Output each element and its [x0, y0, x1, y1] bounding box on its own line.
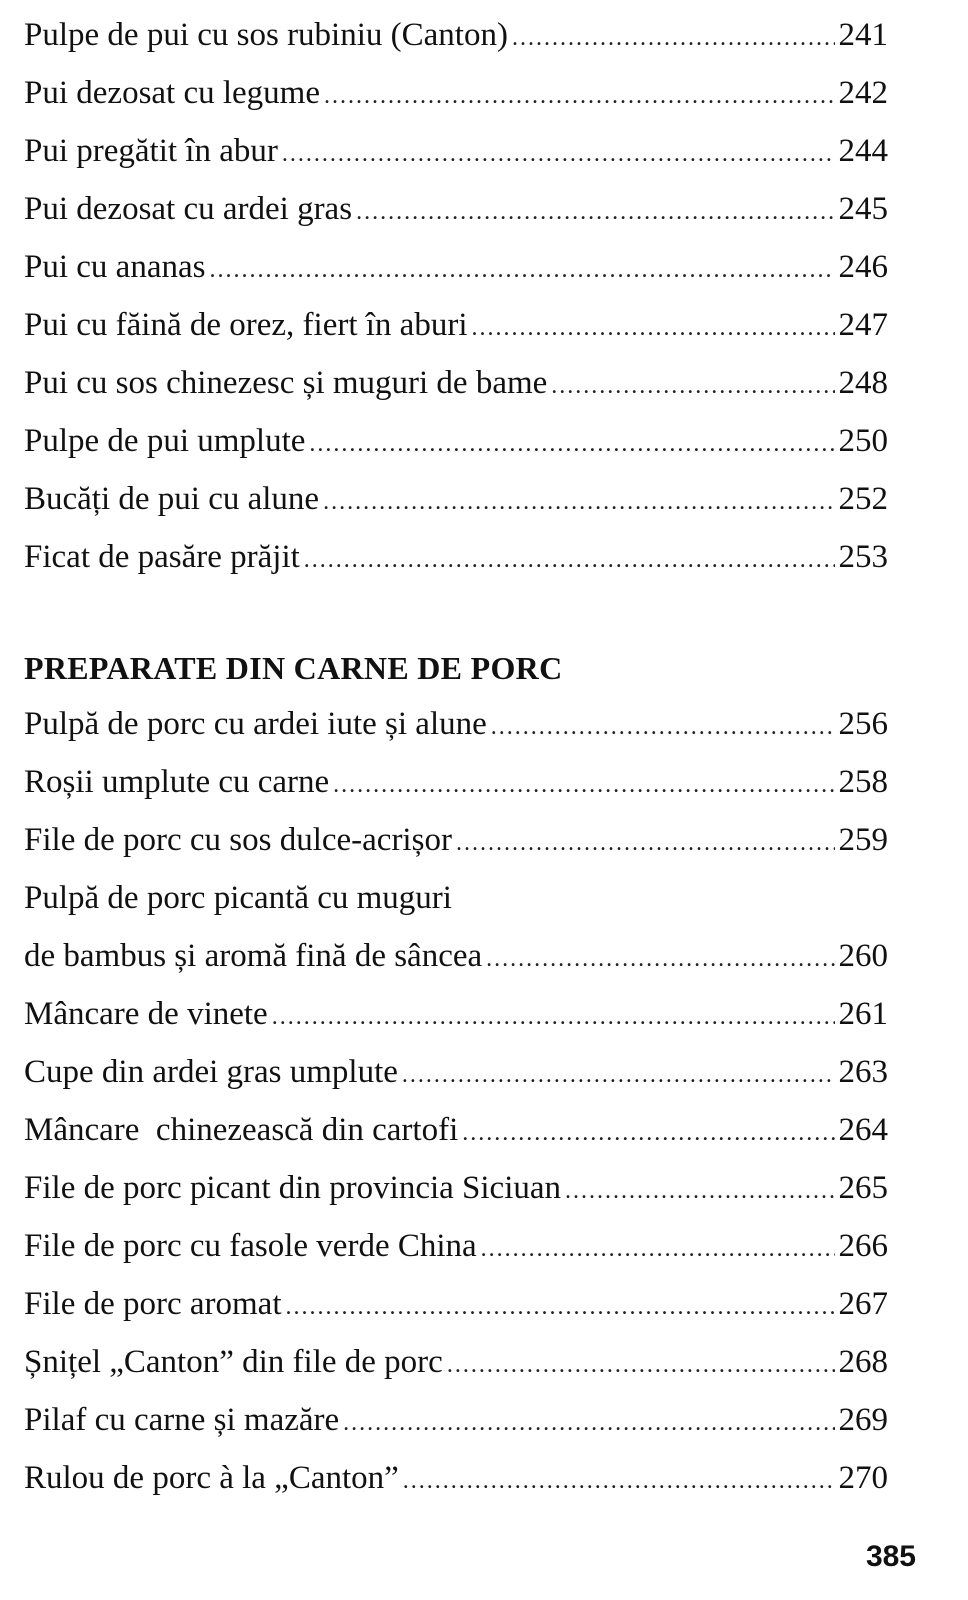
toc-entry [24, 1391, 888, 1449]
toc-entry [24, 811, 888, 869]
toc-entry [24, 1333, 888, 1391]
entry-page-number: 242 [838, 75, 888, 111]
entry-page-number: 247 [838, 307, 888, 343]
toc-entry [24, 1275, 888, 1333]
toc-entry [24, 238, 888, 296]
dot-leader [403, 1452, 835, 1510]
entry-page-number: 244 [838, 133, 888, 169]
entry-title: Pui dezosat cu legume [24, 75, 321, 111]
toc-entry [24, 354, 888, 412]
entry-page-number: 266 [838, 1228, 888, 1264]
section-heading: PREPARATE DIN CARNE DE PORC [24, 650, 563, 686]
dot-leader [456, 814, 835, 872]
entry-title: Roșii umplute cu carne [24, 764, 330, 800]
toc-section-pork [24, 645, 888, 1507]
toc-entry-multiline [24, 869, 888, 985]
entry-page-number: 246 [838, 249, 888, 285]
entry-line2 [24, 927, 888, 985]
dot-leader [551, 357, 834, 415]
entry-page-number: 245 [838, 191, 888, 227]
dot-leader [565, 1162, 834, 1220]
entry-title: Pui pregătit în abur [24, 133, 278, 169]
entry-page-number: 260 [838, 938, 888, 974]
entry-title: Șnițel „Canton” din file de porc [24, 1344, 443, 1380]
entry-page-number: 241 [838, 17, 888, 53]
entry-title: Pulpe de pui cu sos rubiniu (Canton) [24, 17, 508, 53]
toc-entry [24, 6, 888, 64]
page-number: 385 [865, 1540, 916, 1573]
dot-leader [356, 183, 834, 241]
toc-entry [24, 695, 888, 753]
dot-leader [447, 1336, 835, 1394]
dot-leader [472, 299, 835, 357]
dot-leader [343, 1394, 834, 1452]
dot-leader [491, 698, 835, 756]
dot-leader [462, 1104, 834, 1162]
entry-title: Mâncare chinezească din cartofi [24, 1112, 459, 1148]
entry-page-number: 267 [838, 1286, 888, 1322]
entry-page-number: 258 [838, 764, 888, 800]
entry-title: Bucăți de pui cu alune [24, 481, 320, 517]
toc-entry [24, 1449, 888, 1507]
dot-leader [402, 1046, 835, 1104]
entry-page-number: 256 [838, 706, 888, 742]
entry-title: Rulou de porc à la „Canton” [24, 1460, 399, 1496]
entry-title: Mâncare de vinete [24, 996, 268, 1032]
entry-page-number: 248 [838, 365, 888, 401]
toc-entry [24, 1159, 888, 1217]
entry-title-line2: de bambus și aromă fină de sâncea [24, 938, 483, 974]
entry-page-number: 268 [838, 1344, 888, 1380]
entry-title: Ficat de pasăre prăjit [24, 539, 300, 575]
toc-entry [24, 1043, 888, 1101]
entry-title: Pulpe de pui umplute [24, 423, 306, 459]
entry-title: Pui cu făină de orez, fiert în aburi [24, 307, 468, 343]
dot-leader [481, 1220, 835, 1278]
dot-leader [309, 415, 834, 473]
entry-page-number: 252 [838, 481, 888, 517]
toc-entry [24, 64, 888, 122]
entry-page-number: 263 [838, 1054, 888, 1090]
entry-title: Cupe din ardei gras umplute [24, 1054, 398, 1090]
entry-title: File de porc aromat [24, 1286, 282, 1322]
toc-entry [24, 753, 888, 811]
entry-page-number: 253 [838, 539, 888, 575]
toc-entry [24, 180, 888, 238]
dot-leader [272, 988, 835, 1046]
toc-entry [24, 296, 888, 354]
dot-leader [512, 9, 835, 67]
dot-leader [209, 241, 834, 299]
entry-page-number: 270 [838, 1460, 888, 1496]
entry-title: File de porc cu sos dulce-acrișor [24, 822, 452, 858]
toc-entry [24, 985, 888, 1043]
toc-section-chicken [24, 6, 888, 586]
toc-entry [24, 1101, 888, 1159]
dot-leader [323, 473, 834, 531]
entry-page-number: 261 [838, 996, 888, 1032]
toc-entry [24, 470, 888, 528]
dot-leader [324, 67, 834, 125]
entry-page-number: 250 [838, 423, 888, 459]
entry-title: File de porc picant din provincia Siciuan [24, 1170, 562, 1206]
dot-leader [286, 1278, 835, 1336]
entry-page-number: 259 [838, 822, 888, 858]
dot-leader [282, 125, 835, 183]
entry-title: Pilaf cu carne și mazăre [24, 1402, 340, 1438]
entry-title: Pui cu sos chinezesc și muguri de bame [24, 365, 548, 401]
entry-title: Pui dezosat cu ardei gras [24, 191, 353, 227]
entry-title: Pui cu ananas [24, 249, 206, 285]
toc-entry [24, 1217, 888, 1275]
dot-leader [486, 930, 834, 988]
toc-entry [24, 528, 888, 586]
entry-page-number: 264 [838, 1112, 888, 1148]
entry-title: File de porc cu fasole verde China [24, 1228, 477, 1264]
toc-entry [24, 122, 888, 180]
entry-title: Pulpă de porc cu ardei iute și alune [24, 706, 487, 742]
entry-title-line1: Pulpă de porc picantă cu muguri [24, 880, 452, 916]
entry-page-number: 269 [838, 1402, 888, 1438]
dot-leader [304, 531, 835, 589]
entry-page-number: 265 [838, 1170, 888, 1206]
toc-entry [24, 412, 888, 470]
dot-leader [333, 756, 834, 814]
